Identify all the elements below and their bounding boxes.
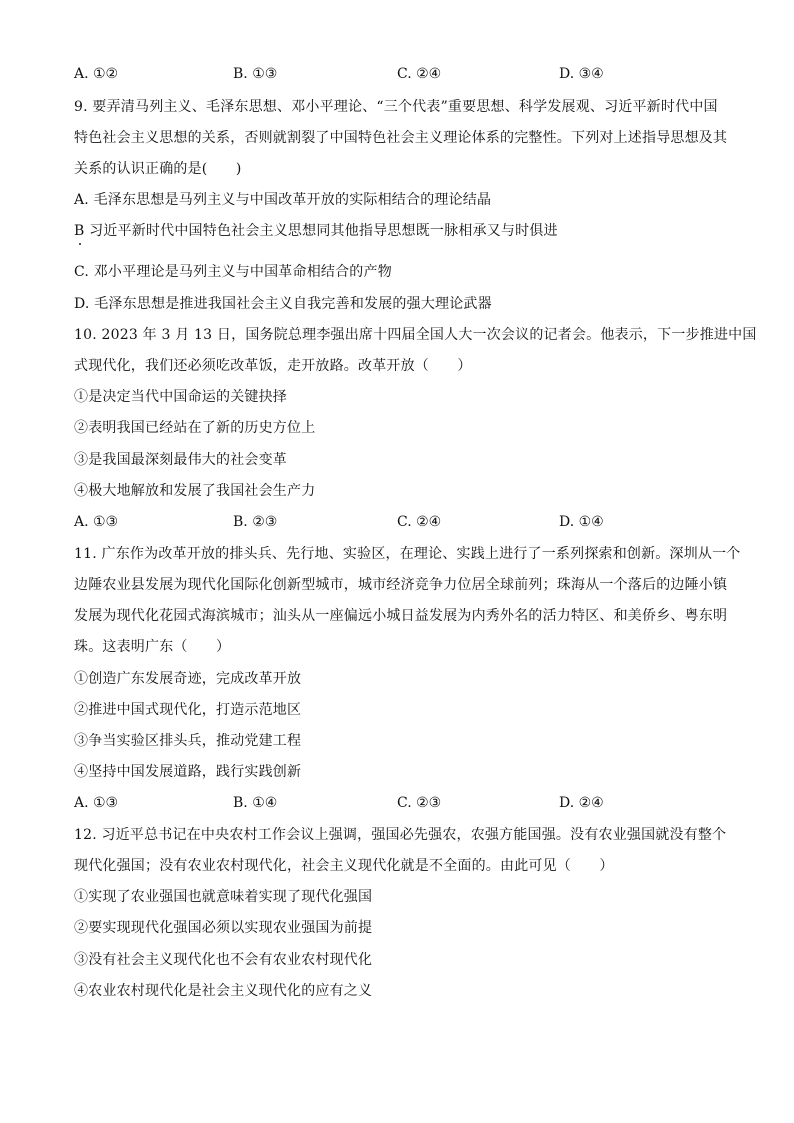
q11-option-d[interactable]: D. ②④ bbox=[559, 795, 604, 811]
q9-option-a[interactable]: A. 毛泽东思想是马列主义与中国改革开放的实际相结合的理论结晶 bbox=[74, 192, 492, 208]
q10-option-b[interactable]: B. ②③ bbox=[233, 514, 278, 530]
q9-stem-line-1: 9. 要弄清马列主义、毛泽东思想、邓小平理论、“三个代表”重要思想、科学发展观、习近平新时代中国 bbox=[74, 99, 718, 115]
q9-option-c[interactable]: C. 邓小平理论是马列主义与中国革命相结合的产物 bbox=[74, 264, 392, 280]
q11-option-c[interactable]: C. ②③ bbox=[397, 795, 442, 811]
q8-option-c[interactable]: C. ②④ bbox=[397, 66, 442, 82]
q10-stem-line-2: 式现代化，我们还必须吃改革饭，走开放路。改革开放（ ） bbox=[74, 358, 472, 374]
q11-statement-1: ①创造广东发展奇迹，完成改革开放 bbox=[74, 671, 302, 687]
q11-stem-line-2: 边陲农业县发展为现代化国际化创新型城市，城市经济竞争力位居全球前列；珠海从一个落后的边陲小镇 bbox=[74, 577, 728, 593]
q9-stem-line-3: 关系的认识正确的是( ) bbox=[74, 161, 242, 177]
q12-stem-line-2: 现代化强国；没有农业农村现代化，社会主义现代化就是不全面的。由此可见（ ） bbox=[74, 858, 614, 874]
q10-option-a[interactable]: A. ①③ bbox=[74, 514, 119, 530]
q8-option-d[interactable]: D. ③④ bbox=[559, 66, 604, 82]
q11-options bbox=[74, 793, 724, 813]
q11-statement-2: ②推进中国式现代化，打造示范地区 bbox=[74, 702, 302, 718]
q12-statement-2: ②要实现现代化强国必须以实现农业强国为前提 bbox=[74, 920, 373, 936]
q12-statement-3: ③没有社会主义现代化也不会有农业农村现代化 bbox=[74, 952, 373, 968]
q12-statement-1: ①实现了农业强国也就意味着实现了现代化强国 bbox=[74, 889, 373, 905]
q10-options bbox=[74, 512, 724, 532]
q10-stem-line-1: 10. 2023 年 3 月 13 日，国务院总理李强出席十四届全国人大一次会议的记者会。他表示，下一步推进中国 bbox=[74, 327, 757, 343]
q11-stem-line-1: 11. 广东作为改革开放的排头兵、先行地、实验区，在理论、实践上进行了一系列探索和创新。深圳从一个 bbox=[74, 546, 741, 562]
q11-option-a[interactable]: A. ①③ bbox=[74, 795, 119, 811]
q11-statement-4: ④坚持中国发展道路，践行实践创新 bbox=[74, 764, 302, 780]
q10-option-c[interactable]: C. ②④ bbox=[397, 514, 442, 530]
q11-stem-line-4: 珠。这表明广东（ ） bbox=[74, 639, 231, 655]
q9-stem-line-2: 特色社会主义思想的关系，否则就割裂了中国特色社会主义理论体系的完整性。下列对上述指导思想及其 bbox=[74, 130, 728, 146]
q9-option-b[interactable]: B 习近平新时代中国特色社会主义思想同其他指导思想既一脉相承又与时俱进 bbox=[74, 223, 558, 239]
q9-option-d[interactable]: D. 毛泽东思想是推进我国社会主义自我完善和发展的强大理论武器 bbox=[74, 296, 492, 312]
q11-stem-line-3: 发展为现代化花园式海滨城市；汕头从一座偏远小城日益发展为内秀外名的活力特区、和美侨乡、粤东明 bbox=[74, 608, 728, 624]
scan-dot bbox=[79, 243, 81, 245]
q12-stem-line-1: 12. 习近平总书记在中央农村工作会议上强调，强国必先强农，农强方能国强。没有农业强国就没有整个 bbox=[74, 827, 727, 843]
q11-statement-3: ③争当实验区排头兵，推动党建工程 bbox=[74, 733, 302, 749]
q10-statement-4: ④极大地解放和发展了我国社会生产力 bbox=[74, 483, 316, 499]
q12-statement-4: ④农业农村现代化是社会主义现代化的应有之义 bbox=[74, 983, 373, 999]
q8-option-a[interactable]: A. ①② bbox=[74, 66, 119, 82]
q10-statement-3: ③是我国最深刻最伟大的社会变革 bbox=[74, 452, 287, 468]
q8-options bbox=[74, 64, 724, 84]
q8-option-b[interactable]: B. ①③ bbox=[233, 66, 278, 82]
q11-option-b[interactable]: B. ①④ bbox=[233, 795, 278, 811]
q10-statement-1: ①是决定当代中国命运的关键抉择 bbox=[74, 389, 287, 405]
q10-statement-2: ②表明我国已经站在了新的历史方位上 bbox=[74, 420, 316, 436]
q10-option-d[interactable]: D. ①④ bbox=[559, 514, 604, 530]
